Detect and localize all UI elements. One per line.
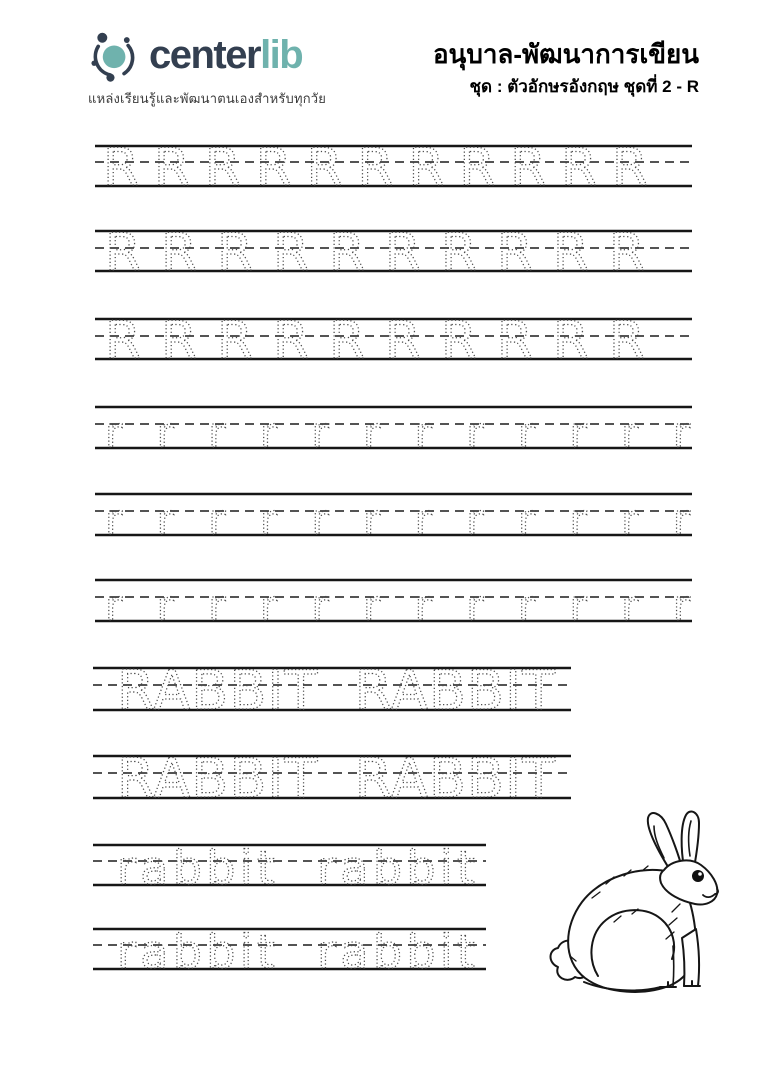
trace-letters: rrrrrrrrrrrr [105,495,690,544]
trace-letters: RABBIT RABBIT [117,659,555,722]
letter-row-r-1 [95,405,692,457]
trace-letters: RRRRRRRRRR [105,311,645,371]
letter-row-R-1 [95,138,692,198]
brand-wordmark [149,35,302,75]
trace-letters: RRRRRRRRRR [105,223,645,283]
letter-row-r-3 [95,578,692,630]
word-row-rabbit-1 [93,841,486,895]
centerlib-logo [86,26,326,109]
brand-wordmark-lib: lib [260,33,303,77]
worksheet-title: อนุบาล-พัฒนาการเขียน [432,39,699,69]
rabbit-front-leg-inner [673,946,674,986]
brand-wordmark-center: center [149,33,261,77]
trace-letters: RRRRRRRRRRR [103,138,648,198]
trace-letters: RABBIT RABBIT [117,747,555,810]
rabbit-eye-glint [698,872,702,876]
trace-letters: rabbit rabbit [117,925,475,979]
rabbit-illustration [540,810,745,1000]
word-row-RABBIT-1 [93,659,571,722]
brand-tagline: แหล่งเรียนรู้และพัฒนาตนเองสำหรับทุกวัย [88,91,327,106]
trace-letters: rrrrrrrrrrrr [105,408,690,457]
letter-row-R-2 [95,223,692,283]
trace-letters: rabbit rabbit [117,841,475,895]
letter-row-R-3 [95,311,692,371]
rabbit-eye [692,870,704,882]
worksheet-titles [433,38,699,100]
worksheet-subtitle: ชุด : ตัวอักษรอังกฤษ ชุดที่ 2 - R [469,76,699,96]
letter-row-r-2 [95,492,692,544]
word-row-rabbit-2 [93,925,486,979]
centerlib-logo-icon [86,26,144,84]
rabbit-front-leg [682,929,699,986]
word-row-RABBIT-2 [93,747,571,810]
trace-letters: rrrrrrrrrrrr [105,581,690,630]
